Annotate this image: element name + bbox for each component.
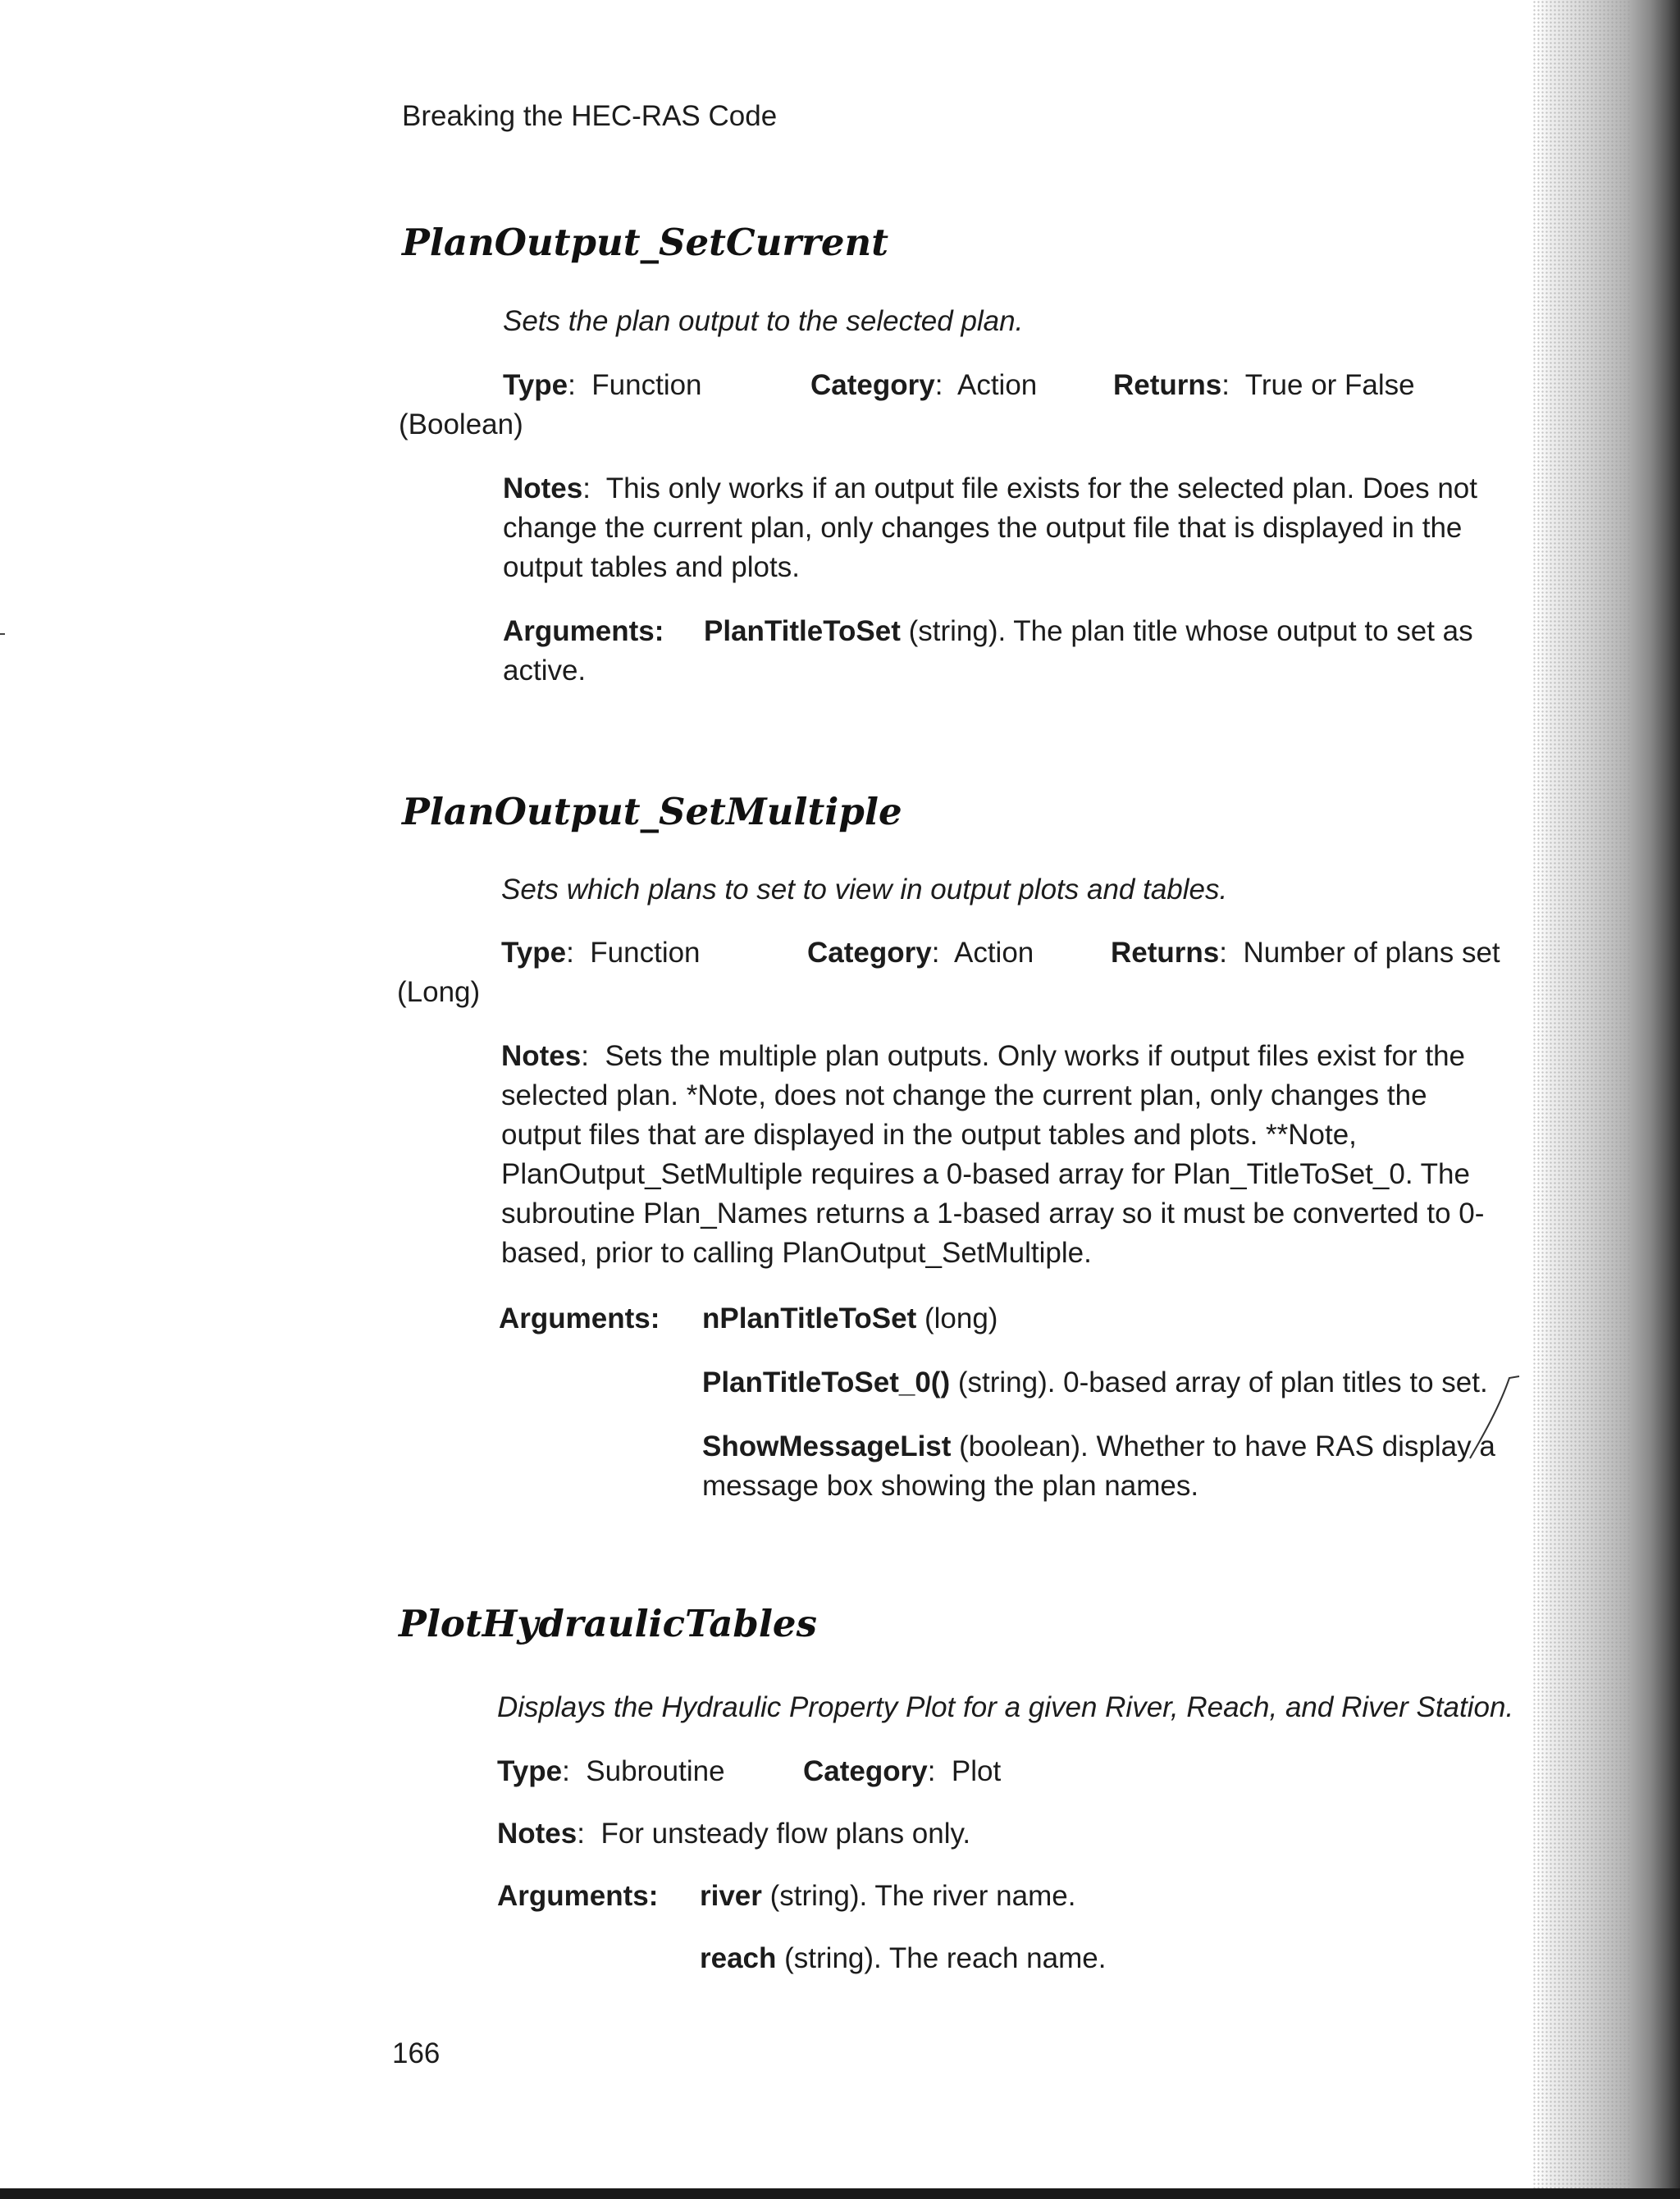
arguments-label: Arguments: <box>499 1303 660 1334</box>
argument-description: (boolean). Whether to have RAS display a <box>951 1430 1495 1462</box>
notes-line: based, prior to calling PlanOutput_SetMultiple. <box>501 1237 1092 1269</box>
category-label: Category <box>810 369 935 401</box>
arguments-label: Arguments: <box>497 1880 659 1912</box>
notes-line: subroutine Plan_Names returns a 1-based array so it must be converted to 0- <box>501 1198 1485 1230</box>
returns-continuation: (Boolean) <box>399 408 523 440</box>
argument-description: (long) <box>916 1303 998 1334</box>
type-value: Subroutine <box>586 1755 725 1787</box>
notes-label: Notes <box>503 472 583 504</box>
section-title: PlanOutput_SetMultiple <box>402 790 902 833</box>
returns-label: Returns <box>1111 937 1220 969</box>
category-label: Category <box>807 937 932 969</box>
argument-item <box>700 1877 1075 1916</box>
notes-line: PlanOutput_SetMultiple requires a 0-based array for Plan_TitleToSet_0. The <box>501 1158 1470 1190</box>
category-value: Action <box>953 937 1034 969</box>
section-description: Displays the Hydraulic Property Plot for a given River, Reach, and River Station. <box>497 1691 1514 1723</box>
scan-mark <box>0 633 5 635</box>
returns-label: Returns <box>1113 369 1222 401</box>
type-value: Function <box>591 369 702 401</box>
argument-description: (string). 0-based array of plan titles to set. <box>950 1366 1488 1398</box>
type-field: Type: Subroutine <box>497 1755 725 1787</box>
type-label: Type <box>501 937 567 969</box>
notes-line: change the current plan, only changes the output file that is displayed in the <box>503 512 1463 544</box>
scan-bottom-edge <box>0 2188 1680 2199</box>
notes-line: output files that are displayed in the output tables and plots. **Note, <box>501 1119 1357 1151</box>
notes-line: selected plan. *Note, does not change the current plan, only changes the <box>501 1079 1427 1111</box>
notes-line: Notes: This only works if an output file exists for the selected plan. Does not <box>503 472 1477 504</box>
type-label: Type <box>497 1755 563 1787</box>
type-value: Function <box>590 937 701 969</box>
category-value: Plot <box>951 1755 1002 1787</box>
argument-continuation: message box showing the plan names. <box>702 1470 1199 1502</box>
type-label: Type <box>503 369 568 401</box>
section-description: Sets the plan output to the selected plan. <box>503 305 1024 337</box>
argument-name: reach <box>700 1942 777 1974</box>
argument-description: (string). The reach name. <box>776 1942 1107 1974</box>
section-title: PlotHydraulicTables <box>399 1602 817 1645</box>
argument-name: PlanTitleToSet_0() <box>702 1366 951 1398</box>
pen-mark-icon <box>1468 1370 1534 1460</box>
argument-description: (string). The plan title whose output to set as <box>900 615 1473 647</box>
page-gutter-texture <box>1532 0 1631 2199</box>
argument-continuation: active. <box>503 655 587 687</box>
category-field: Category: Plot <box>803 1755 1002 1787</box>
returns-field: Returns: Number of plans set <box>1111 937 1500 969</box>
notes-line: Notes: For unsteady flow plans only. <box>497 1818 971 1850</box>
argument-name: nPlanTitleToSet <box>702 1303 917 1334</box>
arguments-label: Arguments: <box>503 615 664 647</box>
argument-description: (string). The river name. <box>761 1880 1076 1912</box>
returns-continuation: (Long) <box>397 976 481 1008</box>
notes-line: Notes: Sets the multiple plan outputs. Only works if output files exist for the <box>501 1040 1466 1072</box>
argument-item <box>704 612 1473 651</box>
returns-value: Number of plans set <box>1243 937 1500 969</box>
argument-name: PlanTitleToSet <box>704 615 901 647</box>
argument-name: river <box>700 1880 762 1912</box>
section-description: Sets which plans to set to view in output plots and tables. <box>501 874 1228 906</box>
argument-item <box>702 1427 1495 1467</box>
argument-item <box>700 1939 1106 1978</box>
returns-value: True or False <box>1244 369 1415 401</box>
notes-label: Notes <box>501 1040 582 1072</box>
type-field: Type: Function <box>501 937 701 969</box>
category-field: Category: Action <box>810 369 1038 401</box>
returns-field: Returns: True or False <box>1113 369 1415 401</box>
type-field: Type: Function <box>503 369 702 401</box>
section-title: PlanOutput_SetCurrent <box>402 221 888 264</box>
page-number: 166 <box>392 2037 441 2069</box>
notes-line: output tables and plots. <box>503 551 800 583</box>
argument-item <box>702 1363 1488 1403</box>
argument-item <box>702 1299 998 1339</box>
category-value: Action <box>956 369 1038 401</box>
category-field: Category: Action <box>807 937 1034 969</box>
category-label: Category <box>803 1755 928 1787</box>
notes-label: Notes <box>497 1818 578 1850</box>
argument-name: ShowMessageList <box>702 1430 952 1462</box>
running-header: Breaking the HEC-RAS Code <box>402 100 778 132</box>
